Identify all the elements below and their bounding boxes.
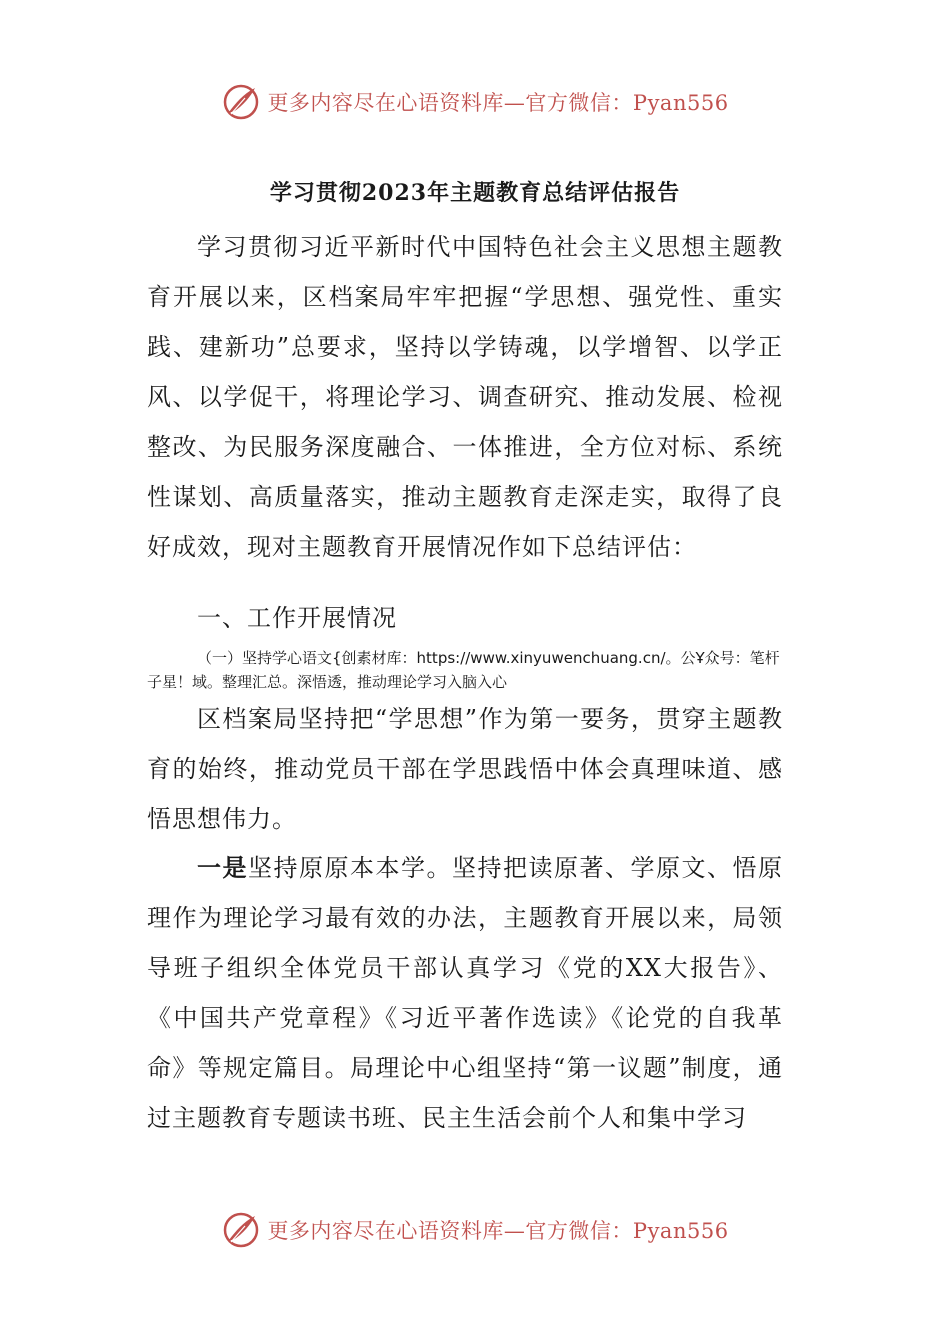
document-title: 学习贯彻2023年主题教育总结评估报告: [269, 180, 681, 206]
watermark-banner-top: [0, 78, 950, 126]
intro-paragraph: 学习贯彻习近平新时代中国特色社会主义思想主题教育开展以来，区档案局牢牢把握“学思想、强党性、重实践、建新功”总要求，坚持以学铸魂，以学增智、以学正风、以学促干，将理论学习、调查研究、推动发展、检视整改、为民服务深度融合、一体推进，全方位对标、系统性谋划、高质量落实，推动主题教育走深走实，取得了良好成效，现对主题教育开展情况作如下总结评估：: [147, 233, 783, 561]
watermark-banner-bottom: [0, 1206, 950, 1254]
point-body: 坚持原原本本学。坚持把读原著、学原文、悟原理作为理论学习最有效的办法，主题教育开展以来，局领导班子组织全体党员干部认真学习《党的XX大报告》、《中国共产党章程》《习近平著作选读》《论党的自我革命》等规定篇目。局理论中心组坚持“第一议题”制度，通过主题教育专题读书班、民主生活会前个人和集中学习: [147, 854, 783, 1132]
subsection-heading: （一）坚持学心语文{创素材库：https://www.xinyuwenchuang.cn/。公Ұ众号：笔杆子星！域。整理汇总。深悟透，推动理论学习入脑入心: [147, 649, 780, 691]
body-paragraph: 区档案局坚持把“学思想”作为第一要务，贯穿主题教育的始终，推动党员干部在学思践悟中体会真理味道、感悟思想伟力。: [147, 705, 783, 833]
watermark-text: 更多内容尽在心语资料库—官方微信：Pyan556: [267, 91, 729, 115]
section-heading: 一、工作开展情况: [197, 604, 397, 632]
point-lead: 一是: [197, 853, 248, 882]
quill-logo-icon: [221, 1210, 261, 1250]
quill-logo-icon: [221, 82, 261, 122]
watermark-text: 更多内容尽在心语资料库—官方微信：Pyan556: [267, 1219, 729, 1243]
body-paragraph-point-one: [147, 843, 783, 1143]
